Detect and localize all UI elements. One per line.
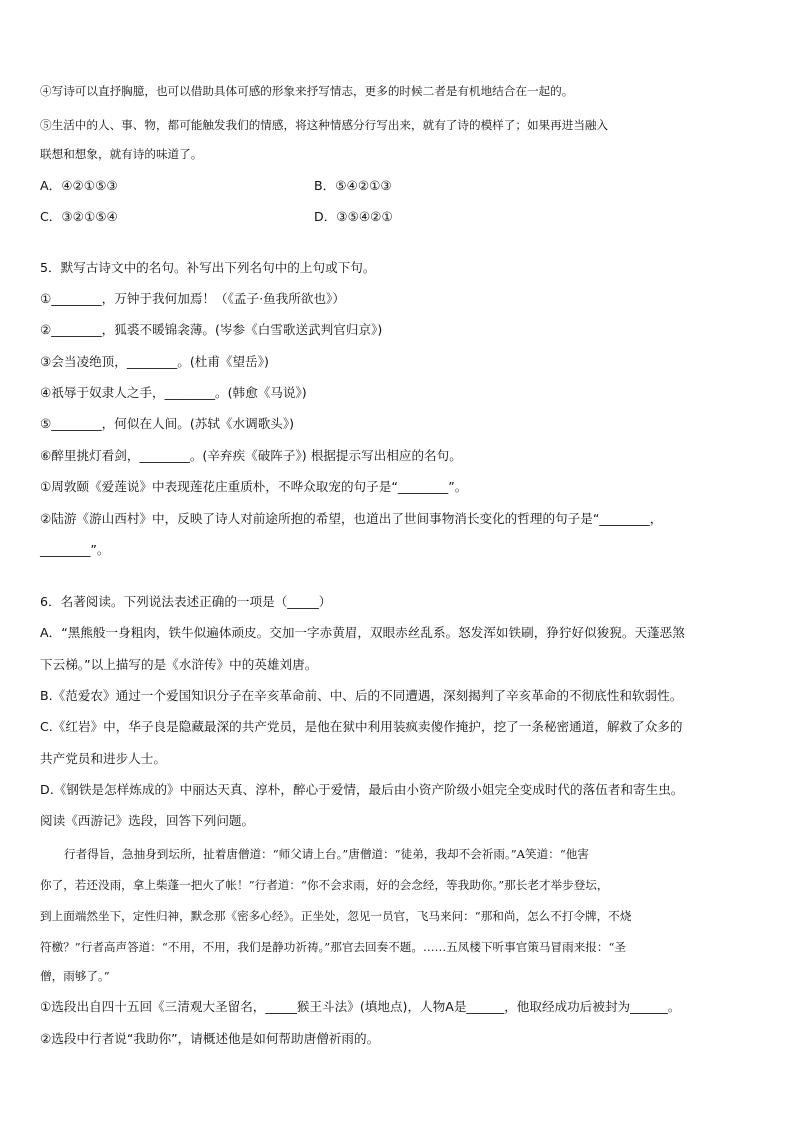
q5-item-5: ⑤________，何似在人间。(苏轼《水调歌头》) <box>40 416 295 431</box>
q5-item-4: ④祇辱于奴隶人之手，________。(韩愈《马说》) <box>40 385 307 400</box>
q6-option-c-line2: 共产党员和进步人士。 <box>40 751 166 766</box>
q6-option-d[interactable]: D.《钢铁是怎样炼成的》中丽达天真、淳朴，醉心于爱情，最后由小资产阶级小姐完全变成时代的落伍者和寄生虫。 <box>40 782 684 797</box>
excerpt-question-2: ②选段中行者说“我助你”，请概述他是如何帮助唐僧祈雨的。 <box>40 1031 380 1046</box>
statement-4: ④写诗可以直抒胸臆，也可以借助具体可感的形象来抒写情志，更多的时候二者是有机地结合在一起的。 <box>40 84 574 98</box>
excerpt-line-5: 僧，雨够了。” <box>40 969 110 983</box>
excerpt-line-4: 符檄？”行者高声答道：“不用，不用，我们是静功祈祷。”那官去回奏不题。……五凤楼下听事官策马冒雨来报：“圣 <box>40 940 627 954</box>
q5-item-1: ①________，万钟于我何加焉！（《孟子·鱼我所欲也》） <box>40 291 345 306</box>
q6-option-a-line2: 下云梯。”以上描写的是《水浒传》中的英雄刘唐。 <box>40 657 318 672</box>
reading-instruction: 阅读《西游记》选段，回答下列问题。 <box>40 813 255 828</box>
excerpt-line-3: 到上面端然坐下，定性归神，默念那《密多心经》。正坐处，忽见一员官，飞马来问：“那和尚，怎么不打令牌，不烧 <box>40 909 632 923</box>
q6-option-c-line1[interactable]: C.《红岩》中，华子良是隐藏最深的共产党员，是他在狱中利用装疯卖傻作掩护，挖了一条秘密通道，解救了众多的 <box>40 719 683 734</box>
q5-item-6: ⑥醉里挑灯看剑，________。(辛弃疾《破阵子》) 根据提示写出相应的名句。 <box>40 448 462 463</box>
q6-option-b[interactable]: B.《范爱农》通过一个爱国知识分子在辛亥革命前、中、后的不同遭遇，深刻揭判了辛亥革命的不彻底性和软弱性。 <box>40 688 683 703</box>
q5-prompt-1: ①周敦颐《爱莲说》中表现莲花庄重质朴，不哗众取宠的句子是“________”。 <box>40 479 468 494</box>
q5-prompt-2: ②陆游《游山西村》中，反映了诗人对前途所抱的希望，也道出了世间事物消长变化的哲理的句子是“________， <box>40 511 663 526</box>
q5-prompt-2-cont: ________”。 <box>40 542 110 557</box>
statement-5-line1: ⑤生活中的人、事、物，都可能触发我们的情感，将这种情感分行写出来，就有了诗的模样了；如果再进当融入 <box>40 118 609 132</box>
option-b[interactable]: B．⑤④②①③ <box>314 178 392 193</box>
question-5-title: 5．默写古诗文中的名句。补写出下列名句中的上句或下句。 <box>40 260 376 275</box>
option-a[interactable]: A．④②①⑤③ <box>40 178 118 193</box>
question-6-title: 6．名著阅读。下列说法表述正确的一项是（_____） <box>40 594 332 609</box>
q5-item-3: ③会当凌绝顶，________。(杜甫《望岳》) <box>40 354 269 369</box>
q5-item-2: ②________，狐裘不暖锦衾薄。(岑参《白雪歌送武判官归京》) <box>40 322 383 337</box>
excerpt-line-2: 你了，若还没雨，拿上柴蓬一把火了帐！”行者道：“你不会求雨，好的会念经，等我助你。”那长老才举步登坛， <box>40 878 609 892</box>
option-d[interactable]: D．③⑤④②① <box>314 209 393 224</box>
excerpt-line-1: 行者得旨，急抽身到坛所，扯着唐僧道：“师父请上台。”唐僧道：“徒弟，我却不会祈雨。”A笑道：“他害 <box>64 847 589 861</box>
excerpt-question-1: ①选段出自四十五回《三清观大圣留名，_____猴王斗法》(填地点)，人物A是______，他取经成功后被封为______。 <box>40 999 681 1014</box>
option-c[interactable]: C．③②①⑤④ <box>40 209 118 224</box>
q6-option-a-line1[interactable]: A．“黑熊般一身粗肉，铁牛似遍体顽皮。交加一字赤黄眉，双眼赤丝乱系。怒发浑如铁刷，狰狞好似狻猊。天蓬恶煞 <box>40 625 685 640</box>
statement-5-line2: 联想和想象，就有诗的味道了。 <box>40 147 203 161</box>
